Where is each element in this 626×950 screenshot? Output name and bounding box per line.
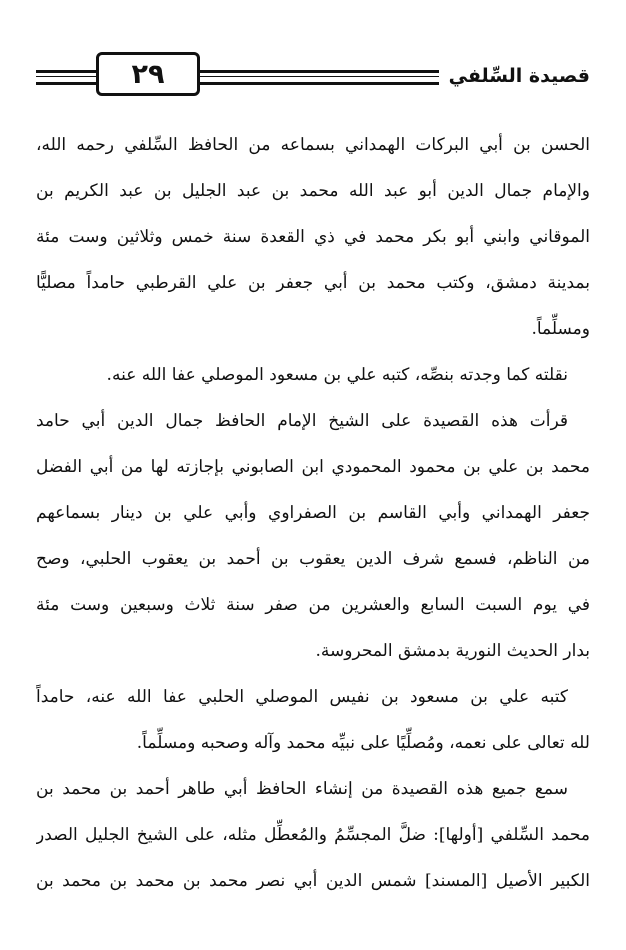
text-line: الحسن بن أبي البركات الهمداني بسماعه من الحافظ السِّلفي رحمه الله، bbox=[36, 135, 590, 155]
text-line: بدار الحديث النورية بدمشق المحروسة. bbox=[315, 641, 590, 661]
text-line: جعفر الهمداني وأبي القاسم بن الصفراوي وأبي علي بن دينار بسماعهم bbox=[36, 503, 590, 523]
body-text bbox=[36, 122, 590, 904]
text-line: كتبه علي بن مسعود بن نفيس الموصلي الحلبي عفا الله عنه، حامداً bbox=[36, 687, 568, 707]
text-line: سمع جميع هذه القصيدة من إنشاء الحافظ أبي طاهر أحمد بن محمد بن bbox=[36, 779, 568, 799]
text-line: ومسلِّماً. bbox=[531, 319, 590, 339]
text-line: والإمام جمال الدين أبو عبد الله محمد بن عبد الجليل بن عبد الكريم بن bbox=[36, 181, 590, 201]
running-header bbox=[36, 52, 590, 104]
text-line: لله تعالى على نعمه، ومُصلِّيًا على نبيِّه محمد وآله وصحبه ومسلِّماً. bbox=[136, 733, 590, 753]
text-line: من الناظم، فسمع شرف الدين يعقوب بن أحمد بن يعقوب الحلبي، وصح bbox=[36, 549, 590, 569]
text-line: نقلته كما وجدته بنصِّه، كتبه علي بن مسعود الموصلي عفا الله عنه. bbox=[106, 365, 568, 385]
text-line: بمدينة دمشق، وكتب محمد بن أبي جعفر بن علي القرطبي حامداً مصليًّا bbox=[36, 273, 590, 293]
text-line: قرأت هذه القصيدة على الشيخ الإمام الحافظ جمال الدين أبي حامد bbox=[36, 411, 568, 431]
text-line: الموقاني وابني أبو بكر محمد في ذي القعدة سنة خمس وثلاثين وست مئة bbox=[36, 227, 590, 247]
text-line: الكبير الأصيل [المسند] شمس الدين أبي نصر محمد بن محمد بن محمد بن bbox=[36, 871, 590, 891]
text-line: في يوم السبت السابع والعشرين من صفر سنة ثلاث وسبعين وست مئة bbox=[36, 595, 590, 615]
text-line: محمد بن علي بن محمود المحمودي ابن الصابوني بإجازته لها من أبي الفضل bbox=[36, 457, 590, 477]
running-title: قصيدة السِّلفي bbox=[439, 56, 590, 96]
text-line: محمد السِّلفي [أولها]: ضلَّ المجسِّمُ والمُعطِّل مثله، على الشيخ الجليل الصدر bbox=[36, 825, 590, 845]
page-number: ٢٩ bbox=[131, 58, 165, 90]
page-number-box bbox=[96, 52, 200, 96]
